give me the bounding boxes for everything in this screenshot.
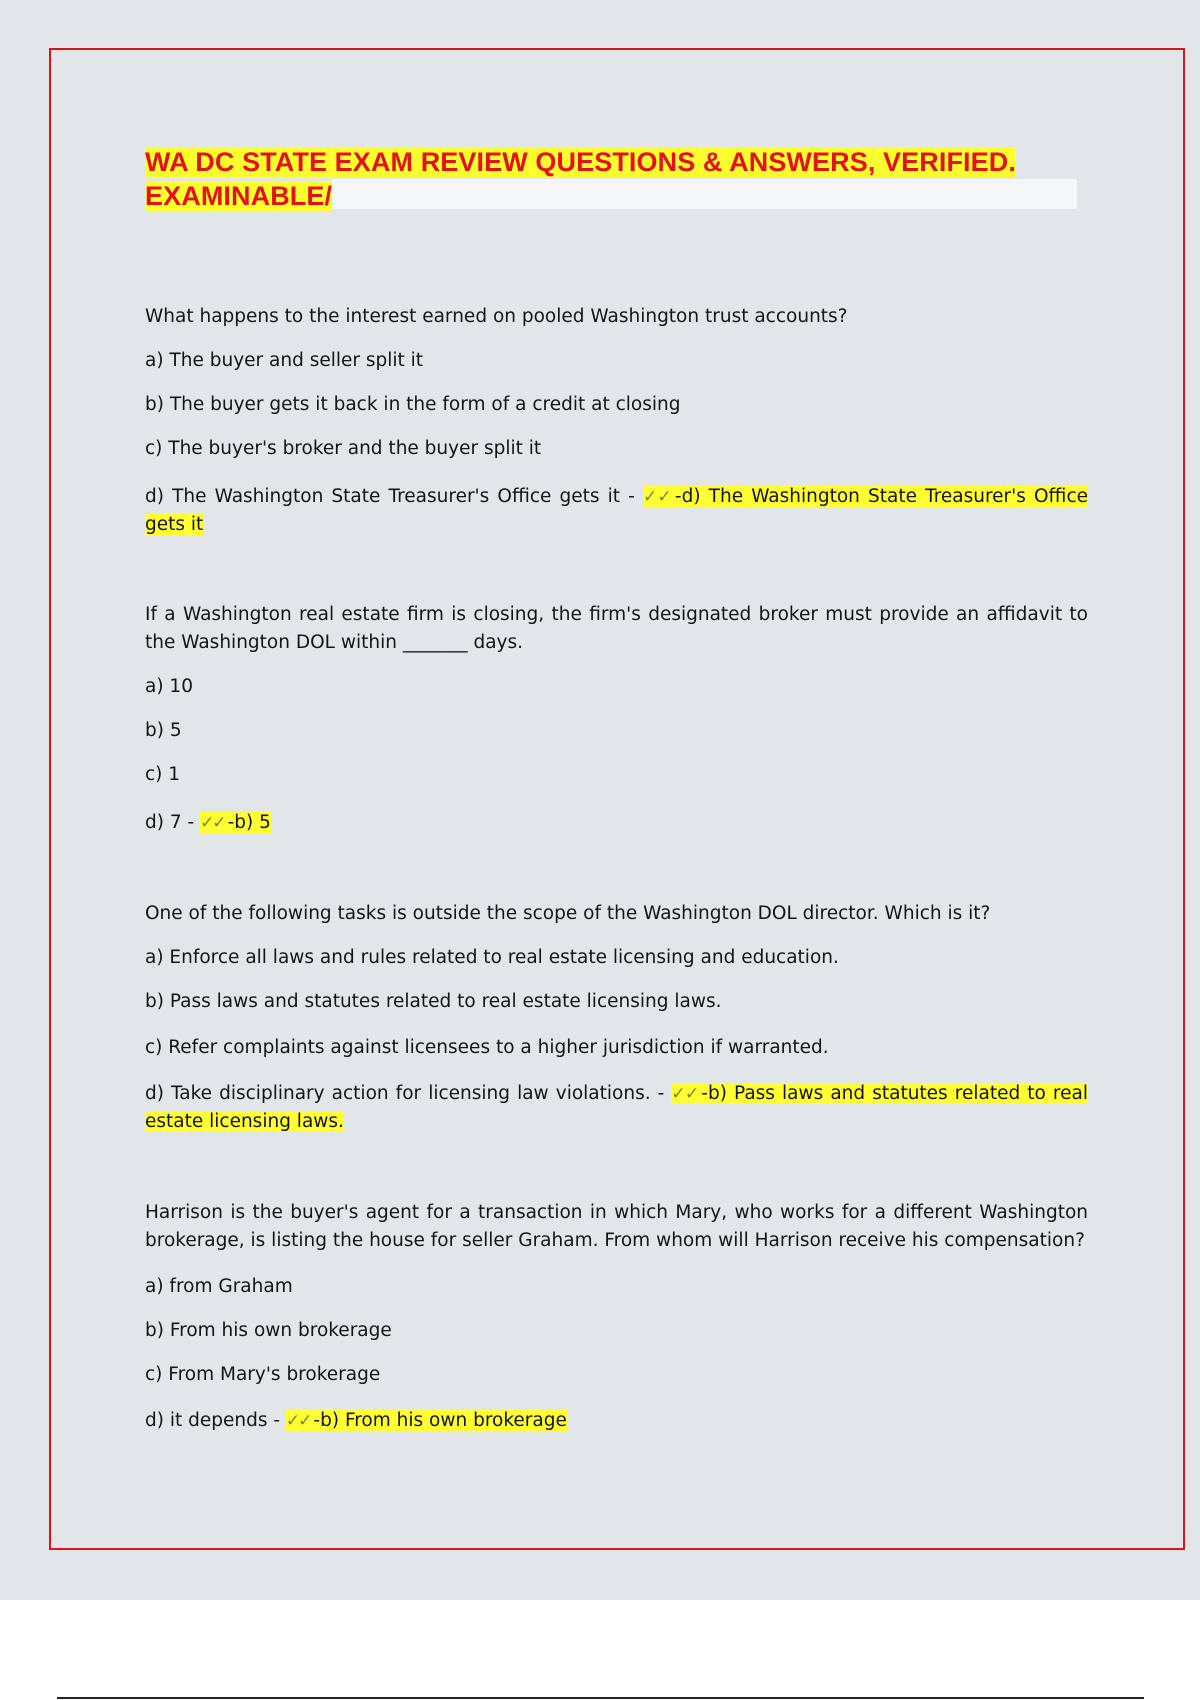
option-d-with-answer <box>145 483 1088 539</box>
answer-separator: - <box>650 1083 672 1104</box>
question-block-4 <box>145 1199 1088 1435</box>
double-checkmark-icon: ✓✓ <box>200 813 225 833</box>
question-text: If a Washington real estate firm is closing, the firm's designated broker must provide an affidavit to the Washington DOL within _______ days. <box>145 604 1088 653</box>
question-text: What happens to the interest earned on pooled Washington trust accounts? <box>145 306 848 327</box>
question-block-1 <box>145 303 1088 539</box>
option-b: b) Pass laws and statutes related to real estate licensing laws. <box>145 991 722 1012</box>
option-d: d) Take disciplinary action for licensing law violations. <box>145 1083 651 1104</box>
answer-text: -b) From his own brokerage <box>313 1410 567 1431</box>
option-a: a) from Graham <box>145 1276 293 1297</box>
answer-text: -b) Pass laws and statutes related to real estate licensing laws. <box>145 1083 1088 1132</box>
question-text: Harrison is the buyer's agent for a transaction in which Mary, who works for a different Washington brokerage, is listing the house for seller Graham. From whom will Harrison receive his compensation? <box>145 1202 1088 1251</box>
option-c: c) From Mary's brokerage <box>145 1364 381 1385</box>
answer-separator: - <box>620 486 643 507</box>
double-checkmark-icon: ✓✓ <box>642 487 672 507</box>
double-checkmark-icon: ✓✓ <box>285 1411 311 1431</box>
document-title <box>145 145 1091 213</box>
title-line-1: WA DC STATE EXAM REVIEW QUESTIONS & ANSWERS, VERIFIED. <box>145 147 1016 177</box>
answer-highlight <box>286 1410 567 1431</box>
title-highlight-tail <box>332 179 1077 209</box>
option-b: b) 5 <box>145 720 182 741</box>
option-d: d) The Washington State Treasurer's Office gets it <box>145 486 621 507</box>
option-a: a) Enforce all laws and rules related to real estate licensing and education. <box>145 947 839 968</box>
answer-separator: - <box>267 1410 286 1431</box>
option-d-with-answer <box>145 1407 1088 1435</box>
question-block-2 <box>145 601 1088 837</box>
answer-separator: - <box>181 812 201 833</box>
option-b: b) From his own brokerage <box>145 1320 392 1341</box>
option-d-with-answer <box>145 809 1088 837</box>
question-block-3 <box>145 900 1088 1136</box>
question-text: One of the following tasks is outside the scope of the Washington DOL director. Which is it? <box>145 903 991 924</box>
option-c: c) The buyer's broker and the buyer split it <box>145 438 542 459</box>
option-d: d) 7 <box>145 812 182 833</box>
option-d: d) it depends <box>145 1410 268 1431</box>
double-checkmark-icon: ✓✓ <box>671 1084 699 1104</box>
option-a: a) The buyer and seller split it <box>145 350 424 371</box>
answer-highlight <box>200 812 271 833</box>
option-a: a) 10 <box>145 676 193 697</box>
bottom-divider <box>57 1697 1144 1699</box>
option-c: c) Refer complaints against licensees to a higher jurisdiction if warranted. <box>145 1037 829 1058</box>
option-b: b) The buyer gets it back in the form of a credit at closing <box>145 394 681 415</box>
option-d-with-answer <box>145 1080 1088 1136</box>
answer-text: -b) 5 <box>227 812 271 833</box>
answer-text: -d) The Washington State Treasurer's Office gets it <box>145 486 1088 535</box>
title-line-2: EXAMINABLE/ <box>145 181 333 211</box>
option-c: c) 1 <box>145 764 181 785</box>
